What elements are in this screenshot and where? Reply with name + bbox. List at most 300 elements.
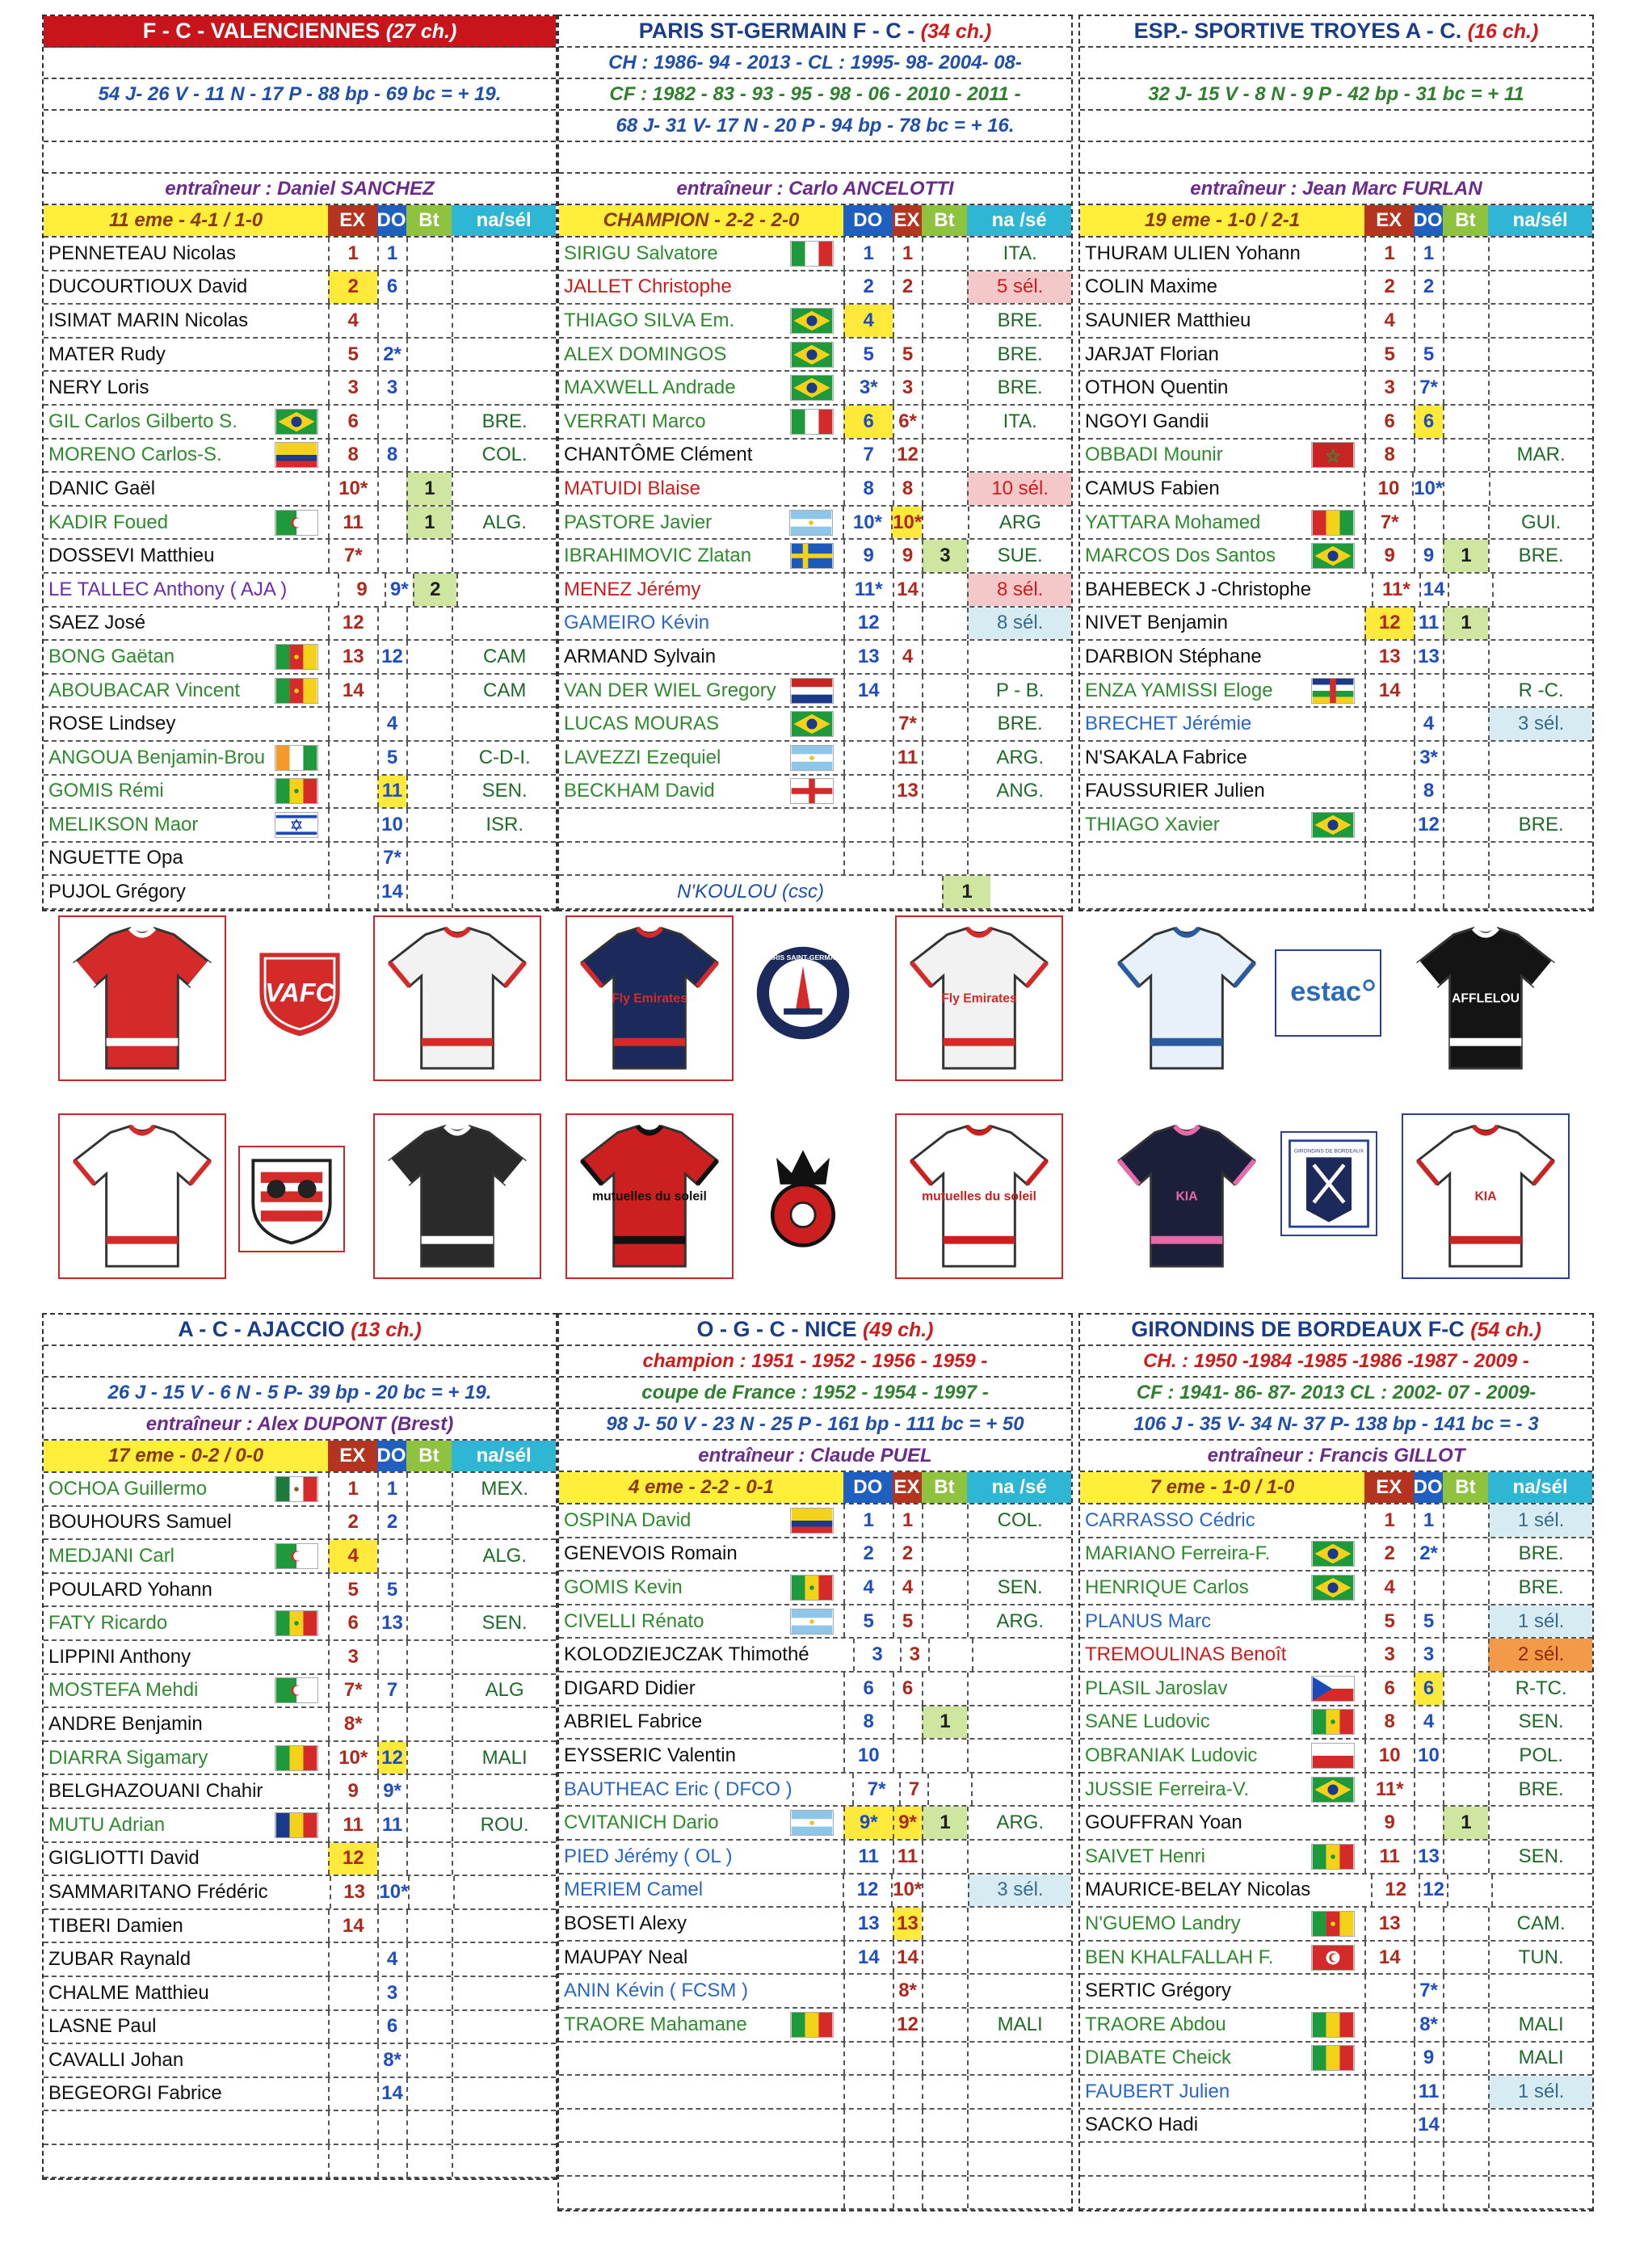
nationality-selection: CAM. — [1488, 1908, 1592, 1940]
table-header — [44, 205, 556, 238]
flag-cell — [780, 1706, 843, 1739]
match-number-first: 2 — [843, 1538, 893, 1571]
player-row — [44, 1775, 556, 1809]
ranking-label: 19 eme - 1-0 / 2-1 — [1080, 205, 1364, 236]
flag-cell — [1301, 876, 1364, 908]
ajaccio-away-jersey — [373, 1113, 541, 1279]
player-name: BELGHAZOUANI Chahir — [48, 1780, 263, 1803]
nationality-selection: TUN. — [1488, 1942, 1592, 1974]
player-row — [559, 641, 1071, 675]
flag-cell — [1301, 1706, 1364, 1739]
player-row — [1080, 1673, 1592, 1706]
match-number-first: 12 — [843, 1875, 891, 1907]
match-number-second — [1414, 2143, 1443, 2175]
netherlands-flag-icon — [790, 678, 834, 704]
player-row — [1080, 271, 1592, 305]
goals-count — [406, 540, 452, 572]
nationality-selection — [1488, 372, 1592, 404]
match-number-second: 3 — [377, 372, 406, 404]
bordeaux-away-jersey — [1402, 1113, 1570, 1279]
player-name: CIVELLI Rénato — [564, 1609, 704, 1632]
player-name: DIABATE Cheick — [1085, 2047, 1231, 2069]
romania-flag-icon — [275, 1812, 318, 1838]
player-name: TRAORE Abdou — [1085, 2013, 1226, 2035]
player-name: ANIN Kévin ( FCSM ) — [564, 1980, 749, 2002]
nationality-selection: BRE. — [1488, 809, 1592, 841]
nationality-selection — [1488, 2143, 1592, 2175]
match-number-first — [843, 2110, 893, 2142]
nationality-selection: ARG — [968, 507, 1071, 539]
flag-cell — [265, 2145, 328, 2178]
match-number-first — [843, 2009, 893, 2041]
match-number-second: 12 — [893, 2009, 922, 2041]
player-row — [44, 1641, 556, 1675]
own-goal-label: N'KOULOU (csc) — [677, 881, 824, 903]
troyes-logo — [1275, 949, 1381, 1037]
goals-count — [406, 271, 452, 304]
svg-text:Fly Emirates: Fly Emirates — [612, 991, 687, 1006]
player-row — [559, 305, 1071, 339]
nationality-selection: R-TC. — [1488, 1673, 1592, 1705]
team-name: O - G - C - NICE — [696, 1317, 857, 1341]
player-row — [559, 1908, 1071, 1942]
player-row — [559, 1807, 1071, 1841]
match-number-second: 8* — [893, 1975, 922, 2007]
player-row — [1080, 339, 1592, 372]
goals-count: 1 — [406, 507, 452, 539]
match-number-first: 11 — [328, 507, 377, 539]
match-number-first — [843, 2143, 893, 2175]
nationality-selection: MEX. — [452, 1473, 556, 1505]
argentina-flag-icon — [790, 1609, 834, 1635]
match-number-second: 1 — [893, 1504, 922, 1537]
svg-text:mutuelles du soleil: mutuelles du soleil — [922, 1189, 1036, 1204]
match-number-first — [843, 2043, 893, 2075]
match-number-second: 4 — [893, 641, 922, 673]
player-name: OSPINA David — [564, 1508, 692, 1531]
flag-cell — [792, 1774, 852, 1806]
team-title — [559, 16, 1071, 48]
player-row — [1080, 1740, 1592, 1774]
info-line: 54 J- 26 V - 11 N - 17 P - 88 bp - 69 bc = + 19. — [44, 79, 556, 111]
morocco-flag-icon — [1311, 442, 1355, 468]
goals-count: 1 — [1443, 1807, 1489, 1839]
sweden-flag-icon — [790, 543, 834, 569]
nationality-selection: 1 sél. — [1488, 2076, 1592, 2108]
player-row — [44, 742, 556, 776]
goals-count — [922, 843, 968, 875]
eagle-crest-icon — [753, 1142, 853, 1249]
table-header — [1080, 1472, 1592, 1504]
player-name: PIED Jérémy ( OL ) — [564, 1845, 733, 1867]
goals-count — [406, 1809, 452, 1841]
player-name: SAIVET Henri — [1085, 1845, 1205, 1867]
player-name: SIRIGU Salvatore — [564, 242, 718, 264]
match-number-first — [328, 809, 377, 841]
column-header: na/sél — [1488, 1472, 1592, 1503]
player-row — [559, 675, 1071, 709]
flag-cell — [265, 1607, 328, 1639]
match-number-second: 10* — [1412, 473, 1443, 505]
match-number-second — [377, 1843, 406, 1875]
algeria-flag-icon — [275, 510, 318, 536]
goals-count — [406, 708, 452, 740]
player-name: MARIANO Ferreira-F. — [1085, 1542, 1271, 1565]
flag-cell — [780, 574, 843, 606]
player-row — [44, 2011, 556, 2045]
info-line — [44, 48, 556, 79]
match-number-second: 13 — [1414, 641, 1443, 673]
flag-cell — [1301, 1942, 1364, 1974]
match-number-first: 14 — [843, 1942, 893, 1974]
match-number-second: 14 — [1414, 2110, 1443, 2142]
player-name: JUSSIE Ferreira-V. — [1085, 1778, 1250, 1800]
player-row — [559, 809, 1071, 843]
brazil-flag-icon — [1311, 812, 1355, 838]
goals-count — [1443, 708, 1489, 740]
player-row — [44, 675, 556, 709]
player-name: BRECHET Jérémie — [1085, 713, 1252, 735]
flag-cell — [265, 776, 328, 808]
nationality-selection: BRE. — [967, 305, 1071, 337]
player-name — [559, 2076, 780, 2108]
goals-count — [1443, 1740, 1489, 1772]
player-name: N'SAKALA Fabrice — [1085, 746, 1247, 768]
match-number-first: 9 — [843, 540, 893, 572]
nationality-selection — [452, 2078, 556, 2110]
match-number-first: 3 — [328, 1641, 377, 1673]
nationality-selection — [452, 2011, 556, 2043]
psg-home-jersey — [565, 915, 734, 1081]
goals-count — [1443, 742, 1489, 774]
brazil-flag-icon — [790, 308, 834, 334]
player-name: SERTIC Grégory — [1085, 1980, 1231, 2002]
svg-text:AFFLELOU: AFFLELOU — [1452, 991, 1520, 1006]
goals-count — [1448, 574, 1492, 606]
player-row — [559, 339, 1071, 372]
match-number-first: 10* — [328, 1742, 377, 1774]
goals-count — [922, 574, 968, 606]
player-row — [44, 440, 556, 473]
flag-cell — [1301, 1673, 1364, 1705]
player-name — [44, 2111, 265, 2144]
nationality-selection: MALI — [452, 1742, 556, 1774]
match-number-first: 13 — [843, 641, 893, 673]
goals-count — [922, 1908, 968, 1940]
team-name: F - C - VALENCIENNES — [142, 19, 380, 43]
player-name: LASNE Paul — [48, 2015, 157, 2038]
player-row — [44, 2145, 556, 2179]
match-number-second — [377, 1540, 406, 1572]
nationality-selection: ISR. — [452, 809, 556, 841]
flag-cell — [780, 2110, 843, 2142]
goals-count: 1 — [922, 1706, 968, 1739]
nationality-selection — [456, 574, 556, 606]
player-row — [559, 1774, 1071, 1807]
match-number-first — [843, 1975, 893, 2007]
nationality-selection — [1488, 608, 1592, 640]
goals-count — [406, 876, 452, 908]
player-name: JARJAT Florian — [1085, 343, 1219, 365]
flag-cell — [780, 1841, 843, 1873]
flag-cell — [780, 2177, 843, 2209]
goals-count — [1443, 2076, 1489, 2108]
flag-cell — [278, 574, 338, 606]
match-number-second — [377, 675, 406, 707]
flag-cell — [265, 1943, 328, 1976]
nationality-selection — [452, 608, 556, 640]
team-chapters: (49 ch.) — [862, 1319, 934, 1341]
player-row — [1080, 473, 1592, 507]
nationality-selection — [1491, 1875, 1592, 1907]
nationality-selection: CAM — [452, 641, 556, 673]
match-number-first: 12 — [1371, 1875, 1419, 1907]
flag-cell — [1301, 1504, 1364, 1537]
nationality-selection: 10 sél. — [967, 473, 1071, 505]
jersey-icon — [376, 1117, 538, 1276]
match-number-second: 12 — [1414, 809, 1443, 841]
match-number-second: 3 — [900, 1639, 928, 1671]
match-number-first — [1364, 809, 1414, 841]
player-name: COLIN Maxime — [1085, 276, 1218, 298]
flag-cell — [1301, 809, 1364, 841]
goals-count — [406, 1843, 452, 1875]
nationality-selection — [967, 641, 1071, 673]
flag-cell — [780, 742, 843, 774]
goals-count — [1443, 2177, 1489, 2209]
match-number-second — [377, 2145, 406, 2178]
goals-count — [406, 406, 452, 438]
column-header: Bt — [1443, 205, 1489, 236]
player-name: FAUSSURIER Julien — [1085, 780, 1265, 802]
match-number-first: 8* — [328, 1708, 377, 1740]
goals-count — [406, 1540, 452, 1572]
psg-away-jersey — [895, 915, 1063, 1081]
nationality-selection — [452, 843, 556, 875]
match-number-first — [328, 1943, 377, 1976]
nationality-selection — [967, 1942, 1071, 1974]
player-name: DANIC Gaël — [48, 477, 156, 499]
goals-count — [406, 1943, 452, 1976]
table-header — [1080, 205, 1592, 238]
goals-count — [927, 1774, 972, 1806]
flag-cell — [1301, 708, 1364, 740]
flag-cell — [1301, 1807, 1364, 1839]
jersey-icon — [61, 1117, 223, 1276]
player-name: SAUNIER Matthieu — [1085, 309, 1251, 331]
match-number-second: 8 — [893, 473, 922, 505]
troyes-home-kit — [1103, 915, 1271, 1081]
match-number-second — [1414, 507, 1443, 539]
team-chapters: (54 ch.) — [1470, 1319, 1541, 1341]
flag-cell — [1301, 2143, 1364, 2175]
match-number-second: 14 — [893, 1942, 922, 1974]
match-number-first: 12 — [328, 1843, 377, 1875]
wordmark-icon — [1278, 953, 1378, 1033]
flag-cell — [1310, 1875, 1371, 1907]
senegal-flag-icon — [1311, 1709, 1355, 1735]
goals-count — [922, 1673, 968, 1705]
bordeaux-home-jersey — [1103, 1113, 1271, 1279]
nationality-selection — [452, 708, 556, 740]
player-name: ISIMAT MARIN Nicolas — [48, 309, 249, 331]
match-number-first — [328, 2011, 377, 2043]
nationality-selection — [967, 1740, 1071, 1772]
nationality-selection: 5 sél. — [967, 271, 1071, 304]
nationality-selection: CAM — [452, 675, 556, 707]
player-row — [44, 1943, 556, 1977]
nationality-selection — [452, 1775, 556, 1807]
flag-cell — [793, 1639, 853, 1671]
goals-count — [406, 339, 452, 371]
flag-cell — [265, 1641, 328, 1673]
own-goal-count: 1 — [942, 876, 990, 908]
italy-flag-icon — [790, 241, 834, 267]
nationality-selection: ARG. — [967, 1605, 1071, 1638]
goals-count: 1 — [922, 1807, 968, 1839]
goals-count — [1443, 675, 1489, 707]
flag-cell — [265, 1809, 328, 1841]
roundel-icon — [753, 943, 853, 1043]
team-title — [1080, 16, 1592, 48]
player-name: ANGOUA Benjamin-Brou — [48, 746, 266, 768]
nationality-selection — [452, 1843, 556, 1875]
flag-cell — [1301, 440, 1364, 472]
goals-count — [1443, 1942, 1489, 1974]
match-number-first: 6 — [843, 406, 893, 438]
match-number-first — [328, 876, 377, 908]
match-number-second — [377, 406, 406, 438]
player-row — [1080, 1605, 1592, 1639]
column-header: Bt — [406, 205, 452, 236]
match-number-second: 11 — [893, 1841, 922, 1873]
match-number-second: 9 — [1414, 540, 1443, 572]
argentina-flag-icon — [790, 1810, 834, 1836]
flag-cell — [780, 608, 843, 640]
info-line: 26 J - 15 V - 6 N - 5 P- 39 bp - 20 bc = + 19. — [44, 1378, 556, 1409]
match-number-second — [893, 2076, 922, 2108]
flag-cell — [1301, 305, 1364, 337]
match-number-first — [328, 2044, 377, 2077]
team-chapters: (27 ch.) — [385, 20, 457, 43]
jersey-icon — [569, 919, 730, 1078]
goals-count — [1443, 1706, 1489, 1739]
nationality-selection — [452, 372, 556, 404]
player-row — [559, 540, 1071, 574]
flag-cell — [1301, 1639, 1364, 1671]
player-row — [559, 1538, 1071, 1572]
mali-flag-icon — [1311, 2045, 1355, 2071]
match-number-first: 12 — [843, 608, 893, 640]
goals-count — [1443, 1504, 1489, 1537]
match-number-second — [893, 809, 922, 841]
player-name: BOUHOURS Samuel — [48, 1511, 232, 1534]
match-number-second: 2* — [377, 339, 406, 371]
svg-text:GIRONDINS DE BORDEAUX: GIRONDINS DE BORDEAUX — [1293, 1148, 1364, 1155]
nationality-selection — [967, 1673, 1071, 1705]
goals-count — [406, 2145, 452, 2178]
player-name — [559, 2177, 780, 2209]
match-number-second — [1414, 876, 1443, 908]
flag-cell — [780, 675, 843, 707]
match-number-second — [1414, 1908, 1443, 1940]
valenciennes-away-jersey — [373, 915, 541, 1081]
column-header: Bt — [406, 1441, 452, 1471]
player-row — [44, 1876, 556, 1910]
flag-cell — [265, 675, 328, 707]
match-number-first: 11 — [328, 1809, 377, 1841]
match-number-second: 6 — [377, 271, 406, 304]
flag-cell — [1301, 776, 1364, 808]
ranking-label: 4 eme - 2-2 - 0-1 — [559, 1472, 843, 1503]
match-number-first: 6 — [328, 406, 377, 438]
match-number-second: 14 — [377, 2078, 406, 2110]
nationality-selection: 3 sél. — [1488, 708, 1592, 740]
match-number-first: 1 — [1364, 1504, 1414, 1537]
player-row — [44, 1809, 556, 1843]
player-name: LE TALLEC Anthony ( AJA ) — [48, 578, 288, 600]
player-row — [559, 1841, 1071, 1875]
match-number-second: 9* — [377, 1775, 406, 1807]
match-number-second: 3 — [1414, 1639, 1443, 1671]
goals-count — [922, 809, 968, 841]
match-number-first: 11* — [1372, 574, 1419, 606]
match-number-first — [1364, 742, 1414, 774]
match-number-second — [1414, 2177, 1443, 2209]
england-flag-icon — [790, 778, 834, 804]
goals-count — [1443, 238, 1489, 270]
brazil-flag-icon — [1311, 1575, 1355, 1601]
player-name: CAMUS Fabien — [1085, 477, 1220, 499]
info-line: 98 J- 50 V - 23 N - 25 P - 161 bp - 111 bc = + 50 — [559, 1409, 1071, 1441]
flag-cell — [1301, 742, 1364, 774]
player-name: GAMEIRO Kévin — [564, 612, 710, 634]
player-name — [559, 2043, 780, 2075]
match-number-second: 12 — [1419, 1875, 1447, 1907]
player-name: DARBION Stéphane — [1085, 645, 1262, 667]
mali-flag-icon — [790, 2012, 834, 2038]
player-row — [44, 809, 556, 843]
player-row — [559, 2076, 1071, 2110]
ranking-label: 7 eme - 1-0 / 1-0 — [1080, 1472, 1364, 1503]
team-name: ESP.- SPORTIVE TROYES A - C. — [1133, 19, 1462, 43]
match-number-first: 10 — [1364, 473, 1412, 505]
nationality-selection — [972, 1639, 1071, 1671]
flag-cell — [1301, 2076, 1364, 2108]
goals-count — [922, 271, 968, 304]
player-name: VERRATI Marco — [564, 410, 706, 432]
match-number-second — [893, 2177, 922, 2209]
match-number-first: 11* — [1364, 1774, 1414, 1806]
svg-text:VAFC: VAFC — [265, 978, 334, 1008]
match-number-second: 9 — [893, 540, 922, 572]
player-row — [1080, 2076, 1592, 2110]
match-number-first — [1364, 2009, 1414, 2041]
nationality-selection — [452, 1910, 556, 1942]
flag-cell — [1301, 1841, 1364, 1873]
nationality-selection — [971, 1774, 1071, 1806]
match-number-second: 6* — [893, 406, 922, 438]
match-number-first: 8 — [843, 473, 893, 505]
player-name: MATUIDI Blaise — [564, 477, 700, 499]
nationality-selection: COL. — [452, 440, 556, 472]
player-name: ZUBAR Raynald — [48, 1948, 191, 1971]
flag-cell — [1301, 675, 1364, 707]
nationality-selection — [452, 1574, 556, 1606]
goals-count — [406, 1641, 452, 1673]
match-number-second: 8 — [1414, 776, 1443, 808]
match-number-first: 2 — [843, 271, 893, 304]
